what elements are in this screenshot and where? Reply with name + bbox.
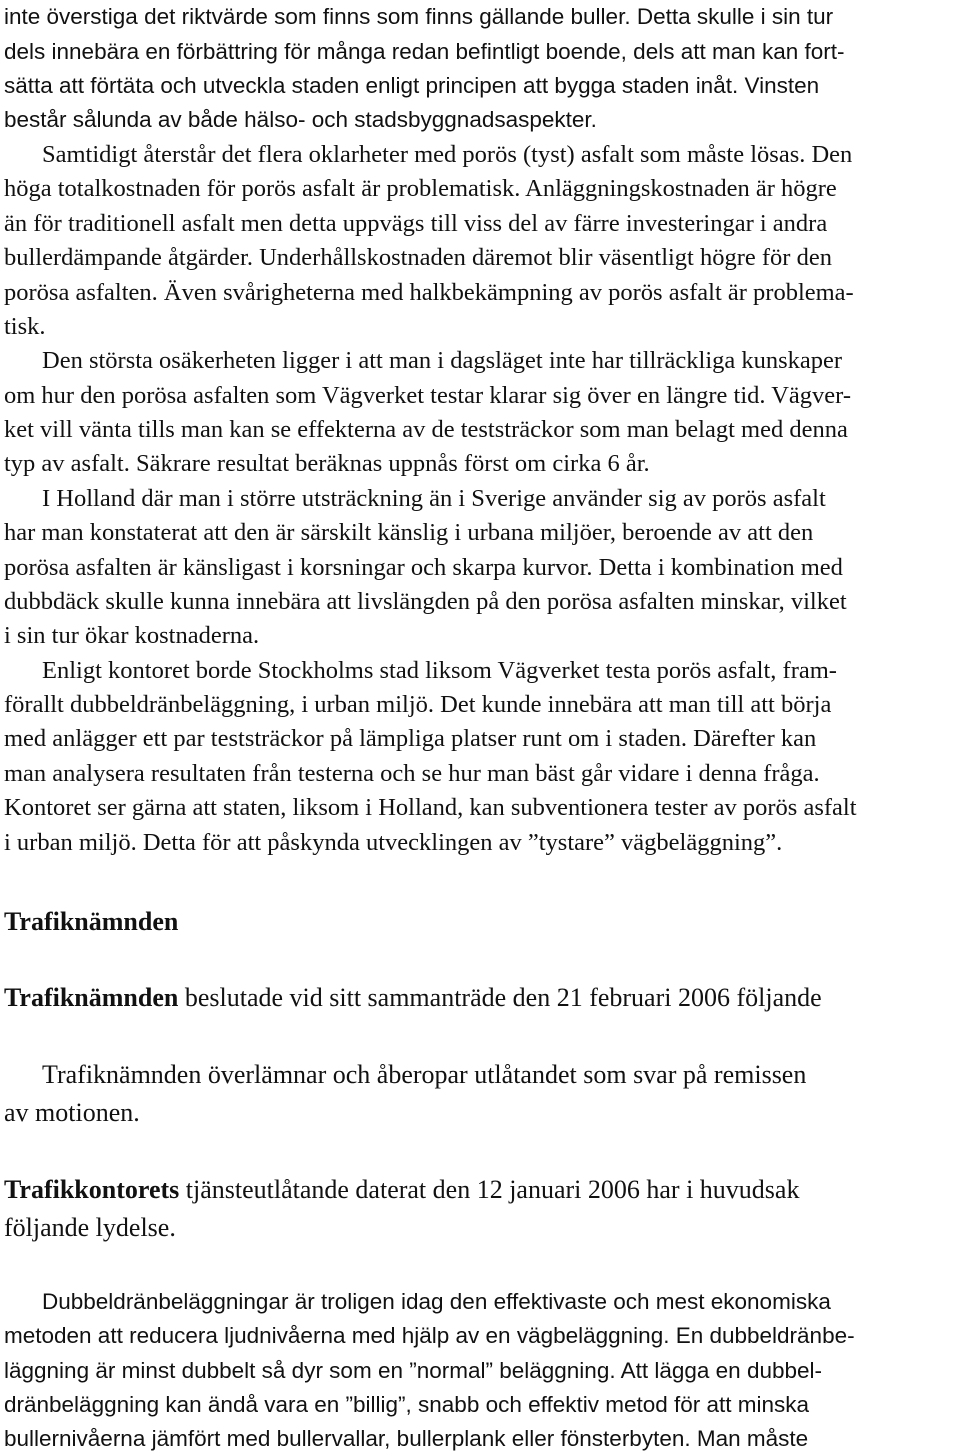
report-intro-rest: tjänsteutlåtande daterat den 12 januari 2006 har i huvudsak bbox=[179, 1175, 800, 1204]
decision-bold: Trafiknämnden bbox=[4, 983, 179, 1012]
paragraph-6-line-4: dränbeläggning kan ändå vara en ”billig”, snabb och effektiv metod för att minska bbox=[4, 1392, 810, 1417]
paragraph-6-line-2: metoden att reducera ljudnivåerna med hjälp av en vägbeläggning. En dubbeldränbe- bbox=[4, 1323, 855, 1348]
paragraph-3-line-1: Den största osäkerheten ligger i att man i dagsläget inte har tillräckliga kunskaper bbox=[42, 347, 843, 374]
paragraph-4-line-4: dubbdäck skulle kunna innebära att livslängden på den porösa asfalten minskar, vilket bbox=[4, 588, 847, 615]
paragraph-5-line-5: Kontoret ser gärna att staten, liksom i Holland, kan subventionera tester av porös asfalt bbox=[4, 794, 857, 821]
paragraph-2-line-5: porösa asfalten. Även svårigheterna med halkbekämpning av porös asfalt är problema- bbox=[4, 279, 854, 306]
paragraph-2-line-6: tisk. bbox=[4, 313, 46, 340]
paragraph-2-line-2: höga totalkostnaden för porös asfalt är problematisk. Anläggningskostnaden är högre bbox=[4, 175, 837, 202]
paragraph-3-line-4: typ av asfalt. Säkrare resultat beräknas uppnås först om cirka 6 år. bbox=[4, 450, 650, 477]
paragraph-4-line-2: har man konstaterat att den är särskilt känslig i urbana miljöer, beroende av att den bbox=[4, 519, 814, 546]
paragraph-1-line-4: består sålunda av både hälso- och stadsbyggnadsaspekter. bbox=[4, 107, 597, 132]
paragraph-4-line-1: I Holland där man i större utsträckning än i Sverige använder sig av porös asfalt bbox=[42, 485, 826, 512]
section-heading: Trafiknämnden bbox=[4, 907, 179, 936]
paragraph-5-line-3: med anlägger ett par teststräckor på lämpliga platser runt om i staden. Därefter kan bbox=[4, 725, 817, 752]
resolution-line-1: Trafiknämnden överlämnar och åberopar utlåtandet som svar på remissen bbox=[42, 1060, 807, 1089]
paragraph-6-line-5: bullernivåerna jämfört med bullervallar, bullerplank eller fönsterbyten. Man måste bbox=[4, 1426, 809, 1451]
paragraph-1-line-1: inte överstiga det riktvärde som finns som finns gällande buller. Detta skulle i sin tur bbox=[4, 4, 834, 29]
paragraph-6-line-3: läggning är minst dubbelt så dyr som en ”normal” beläggning. Att lägga en dubbel- bbox=[4, 1358, 822, 1383]
paragraph-2-line-3: än för traditionell asfalt men detta uppvägs till viss del av färre investeringar i andra bbox=[4, 210, 828, 237]
report-intro-bold: Trafikkontorets bbox=[4, 1175, 180, 1204]
paragraph-1-line-2: dels innebära en förbättring för många redan befintligt boende, dels att man kan fort- bbox=[4, 39, 845, 64]
paragraph-4-line-5: i sin tur ökar kostnaderna. bbox=[4, 622, 260, 649]
paragraph-2-line-1: Samtidigt återstår det flera oklarheter med porös (tyst) asfalt som måste lösas. Den bbox=[42, 141, 853, 168]
report-intro-line-2: följande lydelse. bbox=[4, 1213, 176, 1242]
paragraph-3-line-3: ket vill vänta tills man kan se effekterna av de teststräckor som man belagt med denna bbox=[4, 416, 848, 443]
report-intro-line-1 bbox=[4, 1177, 799, 1203]
paragraph-5-line-1: Enligt kontoret borde Stockholms stad liksom Vägverket testa porös asfalt, fram- bbox=[42, 657, 837, 684]
paragraph-6-line-1: Dubbeldränbeläggningar är troligen idag den effektivaste och mest ekonomiska bbox=[42, 1289, 831, 1314]
paragraph-3-line-2: om hur den porösa asfalten som Vägverket testar klarar sig över en längre tid. Vägver- bbox=[4, 382, 851, 409]
paragraph-5-line-4: man analysera resultaten från testerna och se hur man bäst går vidare i denna fråga. bbox=[4, 760, 820, 787]
decision-rest: beslutade vid sitt sammanträde den 21 februari 2006 följande bbox=[178, 983, 822, 1012]
paragraph-2-line-4: bullerdämpande åtgärder. Underhållskostnaden däremot blir väsentligt högre för den bbox=[4, 244, 832, 271]
resolution-line-2: av motionen. bbox=[4, 1098, 140, 1127]
paragraph-1-line-3: sätta att förtäta och utveckla staden enligt principen att bygga staden inåt. Vinsten bbox=[4, 73, 820, 98]
paragraph-5-line-6: i urban miljö. Detta för att påskynda utvecklingen av ”tystare” vägbeläggning”. bbox=[4, 829, 783, 856]
decision-line bbox=[4, 985, 822, 1011]
paragraph-4-line-3: porösa asfalten är känsligast i korsningar och skarpa kurvor. Detta i kombination med bbox=[4, 554, 843, 581]
paragraph-5-line-2: förallt dubbeldränbeläggning, i urban miljö. Det kunde innebära att man till att börja bbox=[4, 691, 832, 718]
